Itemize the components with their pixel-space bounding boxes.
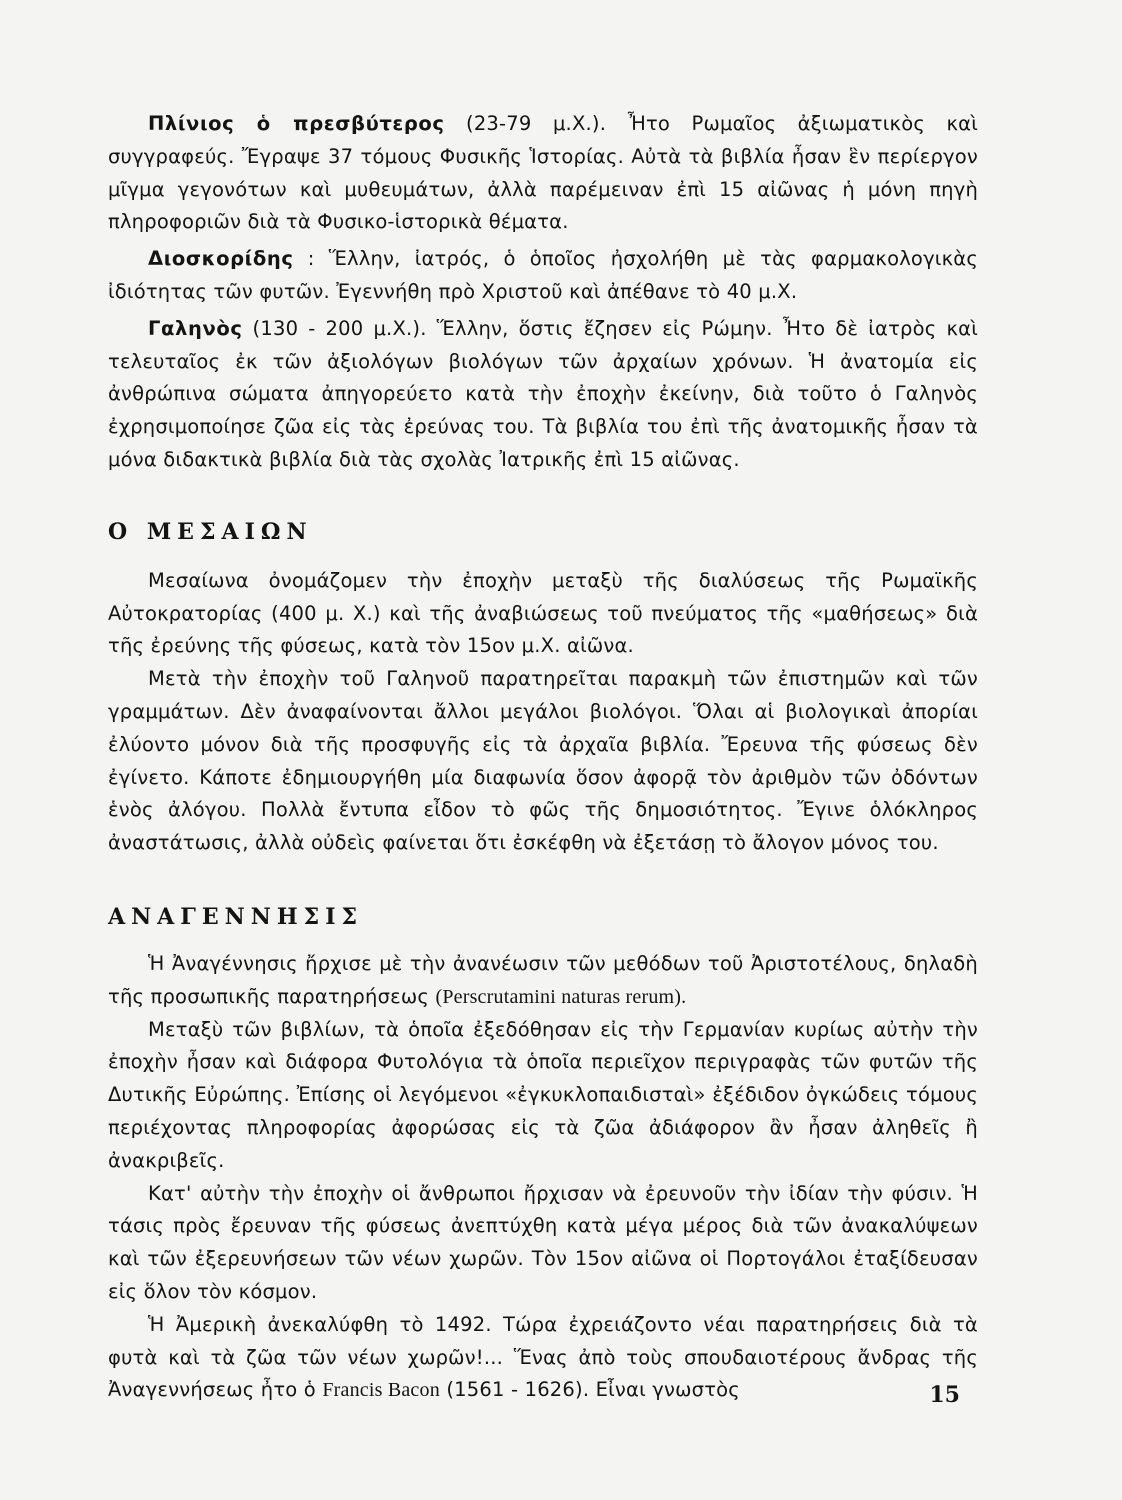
page-number: 15 [929, 1382, 960, 1408]
paragraph [108, 948, 978, 1014]
latin-phrase: (Perscrutamini naturas rerum). [435, 985, 687, 1008]
entry-pliny [108, 108, 978, 239]
paragraph [108, 1309, 978, 1407]
page-content [108, 108, 978, 1407]
entry-term: Διοσκορίδης [148, 247, 294, 271]
paragraph-text: Ἡ Ἀμερικὴ ἀνεκαλύφθη τὸ 1492. Τώρα ἐχρειάζοντο νέαι παρατηρήσεις διὰ τὰ φυτὰ καὶ τὰ ζῶα τῶν νέων χωρῶν!... Ἕνας ἀπὸ τοὺς σπουδαιοτέρους ἄνδρας τῆς Ἀναγεννήσεως ἦτο ὁ [108, 1312, 978, 1402]
paragraph: Κατ' αὐτὴν τὴν ἐποχὴν οἱ ἄνθρωποι ἤρχισαν νὰ ἐρευνοῦν τὴν ἰδίαν τὴν φύσιν. Ἡ τάσις πρὸς ἔρευναν τῆς φύσεως ἀνεπτύχθη κατὰ μέγα μέρος διὰ τῶν ἀνακαλύψεων καὶ τῶν ἐξερευνήσεων τῶν νέων χωρῶν. Τὸν 15ον αἰῶνα οἱ Πορτογάλοι ἐταξίδευσαν εἰς ὅλον τὸν κόσμον. [108, 1181, 978, 1303]
paragraph-text: (1561 - 1626). Εἶναι γνωστὸς [439, 1378, 740, 1402]
person-name: Francis Bacon [322, 1379, 440, 1402]
entry-galen [108, 313, 978, 477]
section-heading-renaissance: ΑΝΑΓΕΝΝΗΣΙΣ [108, 903, 364, 930]
paragraph: Μεσαίωνα ὀνομάζομεν τὴν ἐποχὴν μεταξὺ τῆς διαλύσεως τῆς Ρωμαϊκῆς Αὐτοκρατορίας (400 μ. Χ.) καὶ τῆς ἀναβιώσεως τοῦ πνεύματος τῆς «μαθήσεως» διὰ τῆς ἐρεύνης τῆς φύσεως, κατὰ τὸν 15ον μ.Χ. αἰῶνα. [108, 568, 978, 658]
entry-text: (130 - 200 μ.Χ.). Ἕλλην, ὅστις ἔζησεν εἰς Ρώμην. Ἦτο δὲ ἰατρὸς καὶ τελευταῖος ἐκ τῶν ἀξιολόγων βιολόγων τῶν ἀρχαίων χρόνων. Ἡ ἀνατομία εἰς ἀνθρώπινα σώματα ἀπηγορεύετο κατὰ τὴν ἐποχὴν ἐκείνην, διὰ τοῦτο ὁ Γαληνὸς ἐχρησιμοποίησε ζῶα εἰς τὰς ἐρεύνας του. Τὰ βιβλία του ἐπὶ τῆς ἀνατομικῆς ἦσαν τὰ μόνα διδακτικὰ βιβλία διὰ τὰς σχολὰς Ἰατρικῆς ἐπὶ 15 αἰῶνας. [108, 316, 978, 471]
entry-term: Γαληνὸς [148, 316, 243, 340]
entry-dioscorides [108, 243, 978, 309]
entry-text: (23-79 μ.Χ.). Ἦτο Ρωμαῖος ἀξιωματικὸς καὶ συγγραφεύς. Ἔγραψε 37 τόμους Φυσικῆς Ἱστορίας. Αὐτὰ τὰ βιβλία ἦσαν ἓν περίεργον μῖγμα γεγονότων καὶ μυθευμάτων, ἀλλὰ παρέμειναν ἐπὶ 15 αἰῶνας ἡ μόνη πηγὴ πληροφοριῶν διὰ τὰ Φυσικο-ἱστορικὰ θέματα. [108, 112, 979, 234]
entry-text: : Ἕλλην, ἰατρός, ὁ ὁποῖος ἠσχολήθη μὲ τὰς φαρμακολογικὰς ἰδιότητας τῶν φυτῶν. Ἐγεννήθη πρὸ Χριστοῦ καὶ ἀπέθανε τὸ 40 μ.Χ. [108, 247, 978, 303]
section-heading-middle-ages: Ο ΜΕΣΑΙΩΝ [108, 518, 313, 545]
paragraph: Μετὰ τὴν ἐποχὴν τοῦ Γαληνοῦ παρατηρεῖται παρακμὴ τῶν ἐπιστημῶν καὶ τῶν γραμμάτων. Δὲν ἀναφαίνονται ἄλλοι μεγάλοι βιολόγοι. Ὅλαι αἱ βιολογικαὶ ἀπορίαι ἐλύοντο μόνον διὰ τῆς προσφυγῆς εἰς τὰ ἀρχαῖα βιβλία. Ἔρευνα τῆς φύσεως δὲν ἐγίνετο. Κάποτε ἐδημιουργήθη μία διαφωνία ὅσον ἀφορᾷ τὸν ἀριθμὸν τῶν ὀδόντων ἑνὸς ἀλόγου. Πολλὰ ἔντυπα εἶδον τὸ φῶς τῆς δημοσιότητος. Ἔγινε ὁλόκληρος ἀναστάτωσις, ἀλλὰ οὐδεὶς φαίνεται ὅτι ἐσκέφθη νὰ ἐξετάσῃ τὸ ἄλογον μόνος του. [108, 667, 978, 855]
paragraph: Μεταξὺ τῶν βιβλίων, τὰ ὁποῖα ἐξεδόθησαν εἰς τὴν Γερμανίαν κυρίως αὐτὴν τὴν ἐποχὴν ἦσαν καὶ διάφορα Φυτολόγια τὰ ὁποῖα περιεῖχον περιγραφὰς τῶν φυτῶν τῆς Δυτικῆς Εὐρώπης. Ἐπίσης οἱ λεγόμενοι «ἐγκυκλοπαιδισταὶ» ἐξέδιδον ὀγκώδεις τόμους περιέχοντας πληροφορίας ἀφορώσας εἰς τὰ ζῶα ἀδιάφορον ἂν ἦσαν ἀληθεῖς ἢ ἀνακριβεῖς. [108, 1017, 978, 1172]
paragraph-text: Ἡ Ἀναγέννησις ἤρχισε μὲ τὴν ἀνανέωσιν τῶν μεθόδων τοῦ Ἀριστοτέλους, δηλαδὴ τῆς προσωπικῆς παρατηρήσεως [108, 951, 978, 1008]
entry-term: Πλίνιος ὁ πρεσβύτερος [148, 112, 445, 135]
